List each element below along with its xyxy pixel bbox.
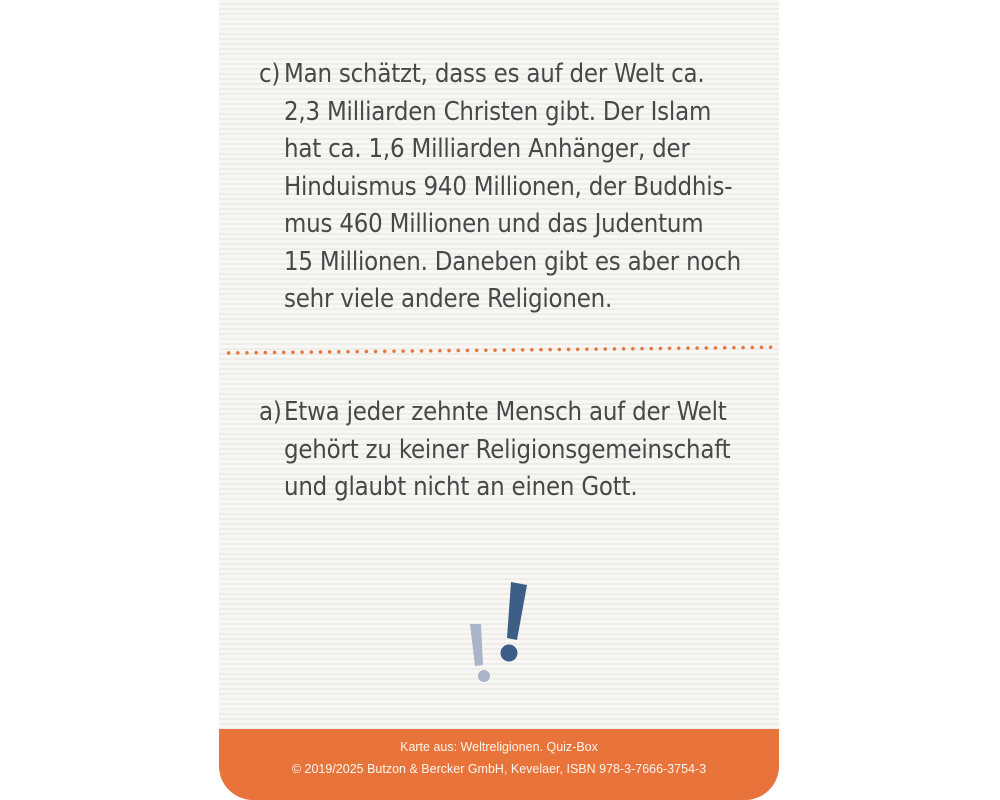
answer-a-text [284, 394, 769, 507]
answer-c-line: Man schätzt, dass es auf der Welt ca. [284, 59, 705, 89]
answer-c-line: 2,3 Milliarden Christen gibt. Der Islam [284, 96, 712, 127]
answer-a [259, 394, 769, 507]
card-top [219, 0, 779, 40]
quiz-card [219, 0, 779, 800]
footer-copyright: © 2019/2025 Butzon & Bercker GmbH, Kevelaer, ISBN 978-3-7666-3754-3 [291, 762, 707, 776]
answer-a-line: gehört zu keiner Religionsgemeinschaft [284, 434, 731, 465]
dotted-divider [224, 344, 776, 356]
answer-c-line: hat ca. 1,6 Milliarden Anhänger, der [284, 134, 690, 164]
answer-c-line: Hinduismus 940 Millionen, der Buddhis- [284, 171, 733, 202]
footer-source: Karte aus: Weltreligionen. Quiz-Box [400, 740, 598, 754]
answer-c-line: sehr viele andere Religionen. [284, 284, 613, 314]
exclamation-dark-icon [501, 582, 528, 662]
answer-c-text [284, 56, 769, 319]
exclamation-marks-icon [459, 578, 539, 688]
answer-c-line: mus 460 Millionen und das Judentum [284, 209, 704, 239]
answer-c-letter: c) [259, 59, 281, 89]
answer-c [259, 56, 769, 319]
card-footer [219, 729, 779, 800]
exclamation-light-icon [470, 624, 490, 682]
answer-a-line: und glaubt nicht an einen Gott. [284, 472, 638, 502]
answer-a-line: Etwa jeder zehnte Mensch auf der Welt [284, 397, 727, 427]
answer-a-letter: a) [259, 397, 282, 427]
answer-c-line: 15 Millionen. Daneben gibt es aber noch [284, 246, 742, 277]
